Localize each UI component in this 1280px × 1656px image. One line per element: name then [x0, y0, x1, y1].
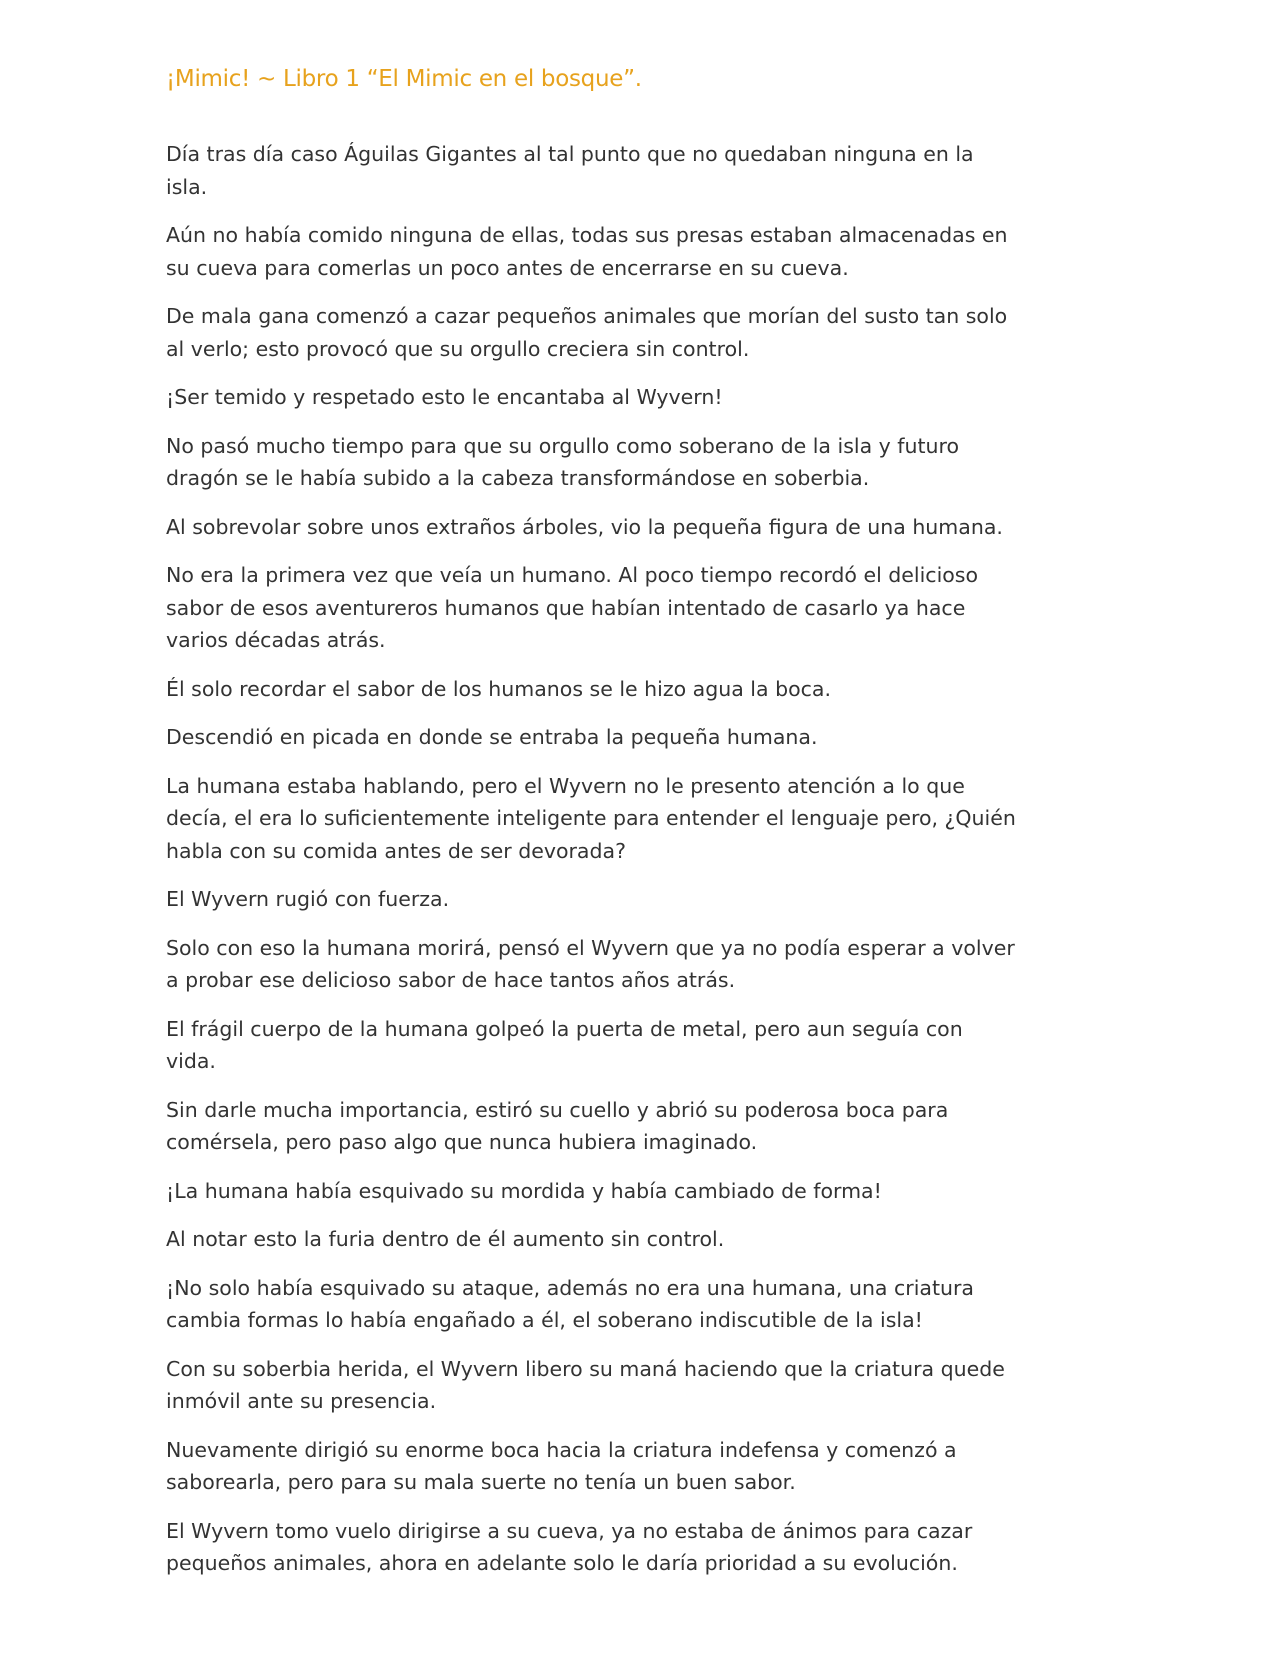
paragraph: Sin darle mucha importancia, estiró su cuello y abrió su poderosa boca para comérsela, pero paso algo que nunca hubiera imaginado.: [166, 1097, 949, 1154]
paragraph: No era la primera vez que veía un humano. Al poco tiempo recordó el delicioso sabor de esos aventureros humanos que habían intentado de casarlo ya hace varios décadas atrás.: [166, 563, 979, 652]
paragraph: De mala gana comenzó a cazar pequeños animales que morían del susto tan solo al verlo; esto provocó que su orgullo creciera sin control.: [166, 304, 1008, 361]
paragraph: ¡Ser temido y respetado esto le encantaba al Wyvern!: [166, 385, 723, 409]
paragraph: Descendió en picada en donde se entraba la pequeña humana.: [166, 725, 818, 749]
paragraph: Al notar esto la furia dentro de él aumento sin control.: [166, 1227, 725, 1251]
paragraph: Solo con eso la humana morirá, pensó el Wyvern que ya no podía esperar a volver a probar ese delicioso sabor de hace tantos años atrás.: [166, 935, 1015, 992]
paragraph: ¡No solo había esquivado su ataque, además no era una humana, una criatura cambia formas lo había engañado a él, el soberano indiscutible de la isla!: [166, 1275, 974, 1332]
paragraph: El frágil cuerpo de la humana golpeó la puerta de metal, pero aun seguía con vida.: [166, 1016, 963, 1073]
paragraph: Él solo recordar el sabor de los humanos se le hizo agua la boca.: [166, 676, 831, 701]
paragraph: Aún no había comido ninguna de ellas, todas sus presas estaban almacenadas en su cueva para comerlas un poco antes de encerrarse en su cueva.: [166, 223, 1008, 280]
paragraph: ¡La humana había esquivado su mordida y había cambiado de forma!: [166, 1178, 882, 1203]
paragraph: El Wyvern rugió con fuerza.: [166, 887, 450, 911]
paragraph: Con su soberbia herida, el Wyvern libero su maná haciendo que la criatura quede inmóvil ante su presencia.: [166, 1356, 1005, 1413]
paragraph: La humana estaba hablando, pero el Wyvern no le presento atención a lo que decía, el era lo suficientemente inteligente para entender el lenguaje pero, ¿Quién habla con su comida antes de ser devorada?: [166, 773, 1016, 863]
paragraph: Al sobrevolar sobre unos extraños árboles, vio la pequeña figura de una humana.: [166, 514, 1003, 539]
paragraph: No pasó mucho tiempo para que su orgullo como soberano de la isla y futuro dragón se le había subido a la cabeza transformándose en soberbia.: [166, 433, 960, 490]
paragraph: Día tras día caso Águilas Gigantes al tal punto que no quedaban ninguna en la isla.: [166, 142, 974, 199]
document-body: [166, 138, 1016, 1596]
paragraph: El Wyvern tomo vuelo dirigirse a su cueva, ya no estaba de ánimos para cazar pequeños animales, ahora en adelante solo le daría prioridad a su evolución.: [166, 1518, 973, 1575]
paragraph: Nuevamente dirigió su enorme boca hacia la criatura indefensa y comenzó a saborearla, pero para su mala suerte no tenía un buen sabor.: [166, 1437, 957, 1494]
document-title: ¡Mimic! ~ Libro 1 “El Mimic en el bosque”.: [166, 66, 642, 92]
